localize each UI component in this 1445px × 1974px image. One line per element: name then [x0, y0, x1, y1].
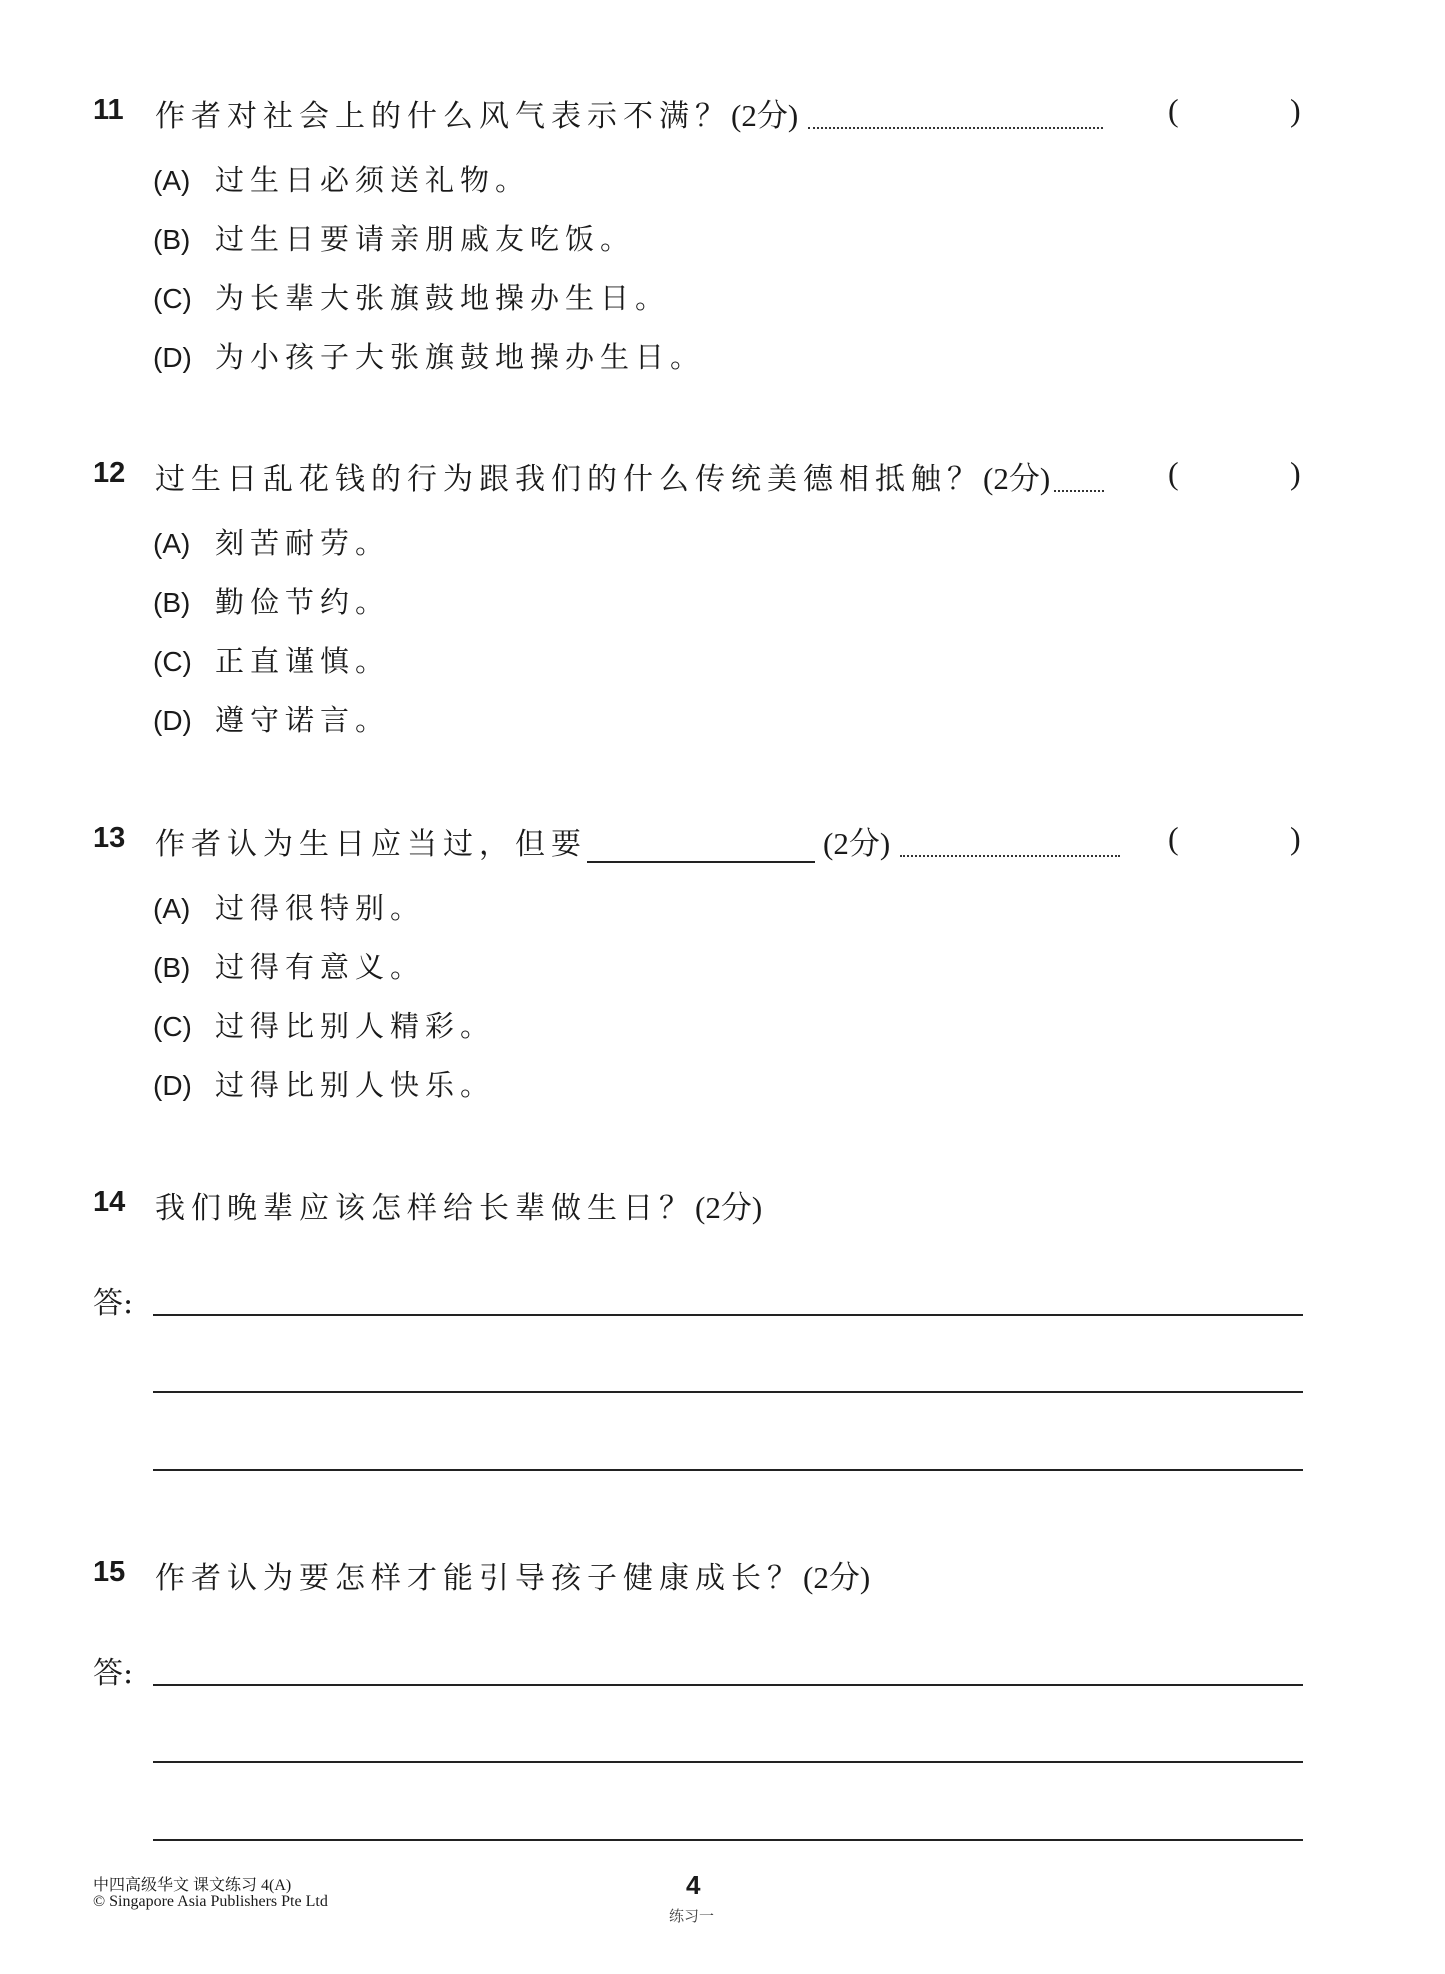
dotted-leader: [900, 835, 1120, 857]
section-label: 练习一: [669, 1907, 715, 1925]
option-c: [153, 1004, 495, 1044]
answer-paren-close: ): [1290, 820, 1301, 856]
option-b: [153, 580, 390, 620]
option-text: 正直谨慎。: [215, 644, 391, 678]
question-13: [0, 818, 1445, 862]
option-label: (C): [153, 283, 192, 314]
question-text: 我们晚辈应该怎样给长辈做生日？: [155, 1191, 695, 1226]
option-d: [153, 335, 705, 375]
question-number: 11: [93, 94, 124, 126]
answer-line[interactable]: [153, 1761, 1303, 1763]
option-text: 过生日要请亲朋戚友吃饭。: [215, 222, 636, 256]
option-d: [153, 698, 390, 738]
option-text: 遵守诺言。: [215, 703, 391, 737]
option-label: (D): [153, 1070, 192, 1101]
question-11: [0, 90, 1445, 134]
question-14: [0, 1182, 1445, 1226]
option-label: (C): [153, 1011, 192, 1042]
option-label: (A): [153, 893, 191, 924]
option-label: (B): [153, 224, 191, 255]
option-c: [153, 639, 390, 679]
option-d: [153, 1063, 495, 1103]
answer-paren-open: (: [1168, 820, 1179, 856]
option-text: 过得比别人快乐。: [215, 1068, 496, 1102]
option-text: 过生日必须送礼物。: [215, 163, 531, 197]
option-text: 过得比别人精彩。: [215, 1009, 496, 1043]
question-points: (2分): [695, 1190, 763, 1225]
answer-paren-open: (: [1168, 455, 1179, 491]
answer-paren-close: ): [1290, 92, 1301, 128]
option-text: 为小孩子大张旗鼓地操办生日。: [215, 340, 706, 374]
option-text: 过得有意义。: [215, 950, 426, 984]
option-b: [153, 217, 635, 257]
question-text: 过生日乱花钱的行为跟我们的什么传统美德相抵触？: [155, 462, 983, 497]
option-a: [153, 158, 530, 198]
option-c: [153, 276, 670, 316]
question-12: [0, 453, 1445, 497]
option-b: [153, 945, 425, 985]
option-a: [153, 886, 425, 926]
answer-paren-open: (: [1168, 92, 1179, 128]
question-points: (2分): [803, 1560, 871, 1595]
option-label: (D): [153, 342, 192, 373]
option-label: (D): [153, 705, 192, 736]
question-number: 15: [93, 1556, 126, 1588]
option-label: (A): [153, 165, 191, 196]
question-number: 13: [93, 822, 126, 854]
question-text: 作者认为生日应当过，但要: [155, 827, 587, 862]
answer-line[interactable]: [153, 1314, 1303, 1316]
answer-label: 答:: [93, 1656, 134, 1691]
option-label: (B): [153, 952, 191, 983]
option-label: (A): [153, 528, 191, 559]
option-text: 过得很特别。: [215, 891, 426, 925]
option-a: [153, 521, 390, 561]
page-number: 4: [686, 1870, 701, 1900]
question-points: (2分): [983, 461, 1051, 496]
option-text: 刻苦耐劳。: [215, 526, 391, 560]
answer-line[interactable]: [153, 1839, 1303, 1841]
question-number: 12: [93, 457, 126, 489]
option-label: (B): [153, 587, 191, 618]
option-text: 为长辈大张旗鼓地操办生日。: [215, 281, 671, 315]
option-text: 勤俭节约。: [215, 585, 391, 619]
question-text: 作者对社会上的什么风气表示不满？: [155, 99, 731, 134]
answer-label: 答:: [93, 1286, 134, 1321]
question-points: (2分): [823, 826, 891, 861]
question-number: 14: [93, 1186, 126, 1218]
answer-line[interactable]: [153, 1391, 1303, 1393]
answer-paren-close: ): [1290, 455, 1301, 491]
question-15: [0, 1552, 1445, 1596]
answer-line[interactable]: [153, 1684, 1303, 1686]
copyright: © Singapore Asia Publishers Pte Ltd: [93, 1893, 328, 1910]
fill-blank: [587, 831, 815, 863]
book-title: 中四高级华文 课文练习 4(A): [93, 1877, 292, 1894]
question-points: (2分): [731, 98, 799, 133]
dotted-leader: [808, 107, 1103, 129]
dotted-leader: [1054, 470, 1104, 492]
option-label: (C): [153, 646, 192, 677]
question-text: 作者认为要怎样才能引导孩子健康成长？: [155, 1561, 803, 1596]
answer-line[interactable]: [153, 1469, 1303, 1471]
